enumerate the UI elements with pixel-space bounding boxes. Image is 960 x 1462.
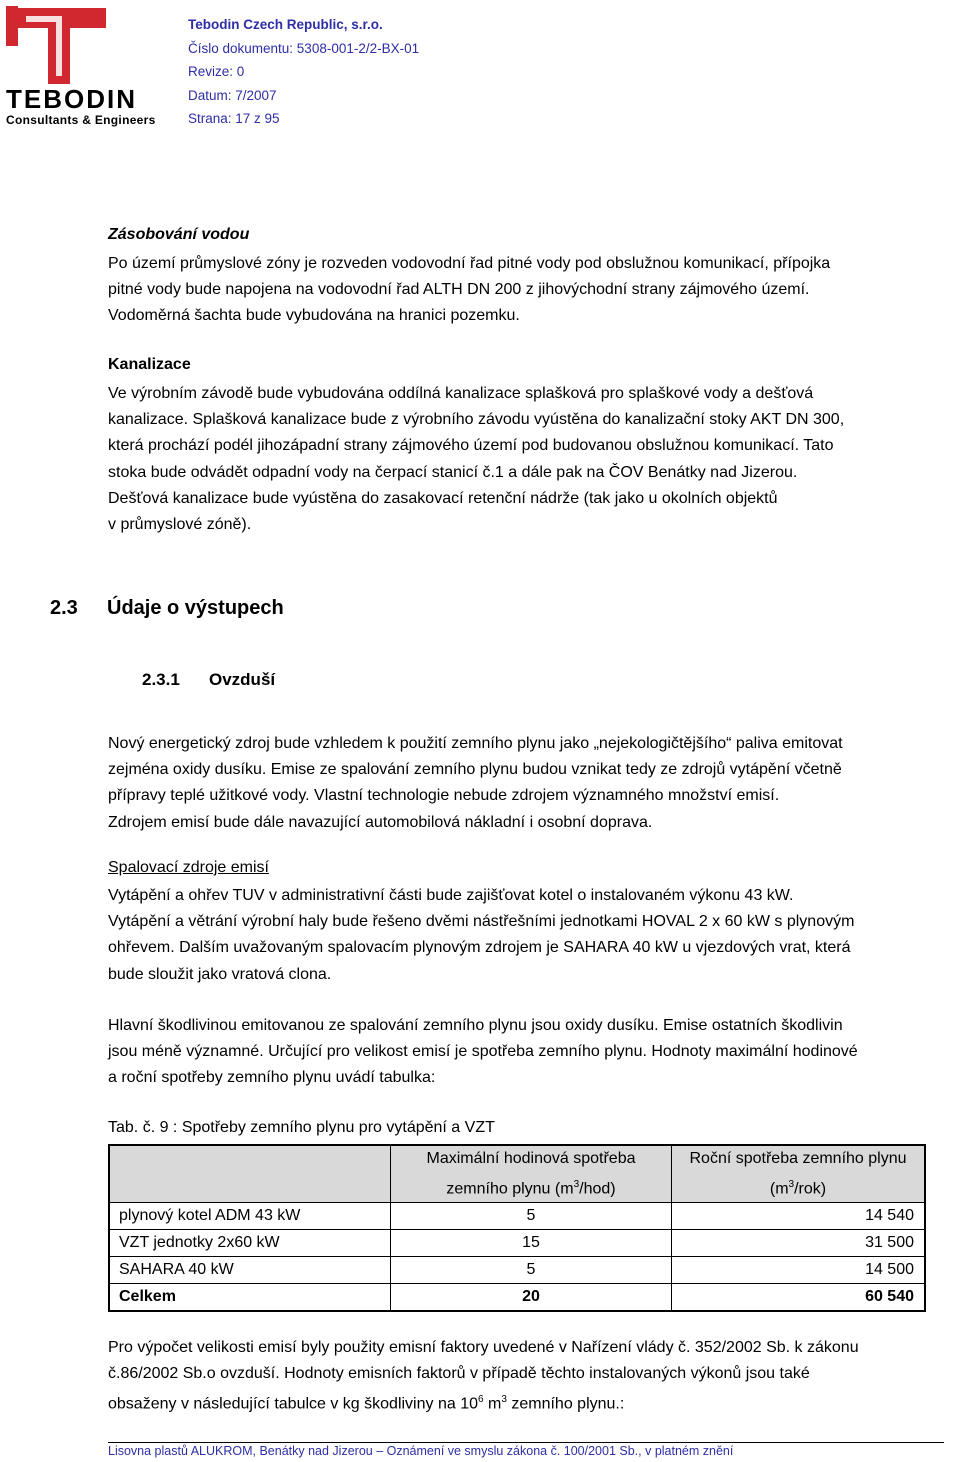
tebodin-logo bbox=[6, 6, 156, 128]
paragraph-line: Nový energetický zdroj bude vzhledem k použití zemního plynu jako „nejekologičtějšího“ paliva emitovat bbox=[108, 735, 843, 752]
paragraph-line: Hlavní škodlivinou emitovanou ze spalování zemního plynu jsou oxidy dusíku. Emise ostatních škodlivin bbox=[108, 1017, 843, 1034]
paragraph-line: Vytápění a ohřev TUV v administrativní části bude zajišťovat kotel o instalovaném výkonu 43 kW. bbox=[108, 887, 794, 904]
paragraph-line: Po území průmyslové zóny je rozveden vodovodní řad pitné vody pod obslužnou komunikací, přípojka bbox=[108, 255, 831, 272]
table-cell: plynový kotel ADM 43 kW bbox=[109, 1203, 391, 1230]
water-supply-paragraph bbox=[108, 251, 943, 330]
combustion-sources-heading: Spalovací zdroje emisí bbox=[108, 859, 269, 876]
table-row bbox=[109, 1203, 925, 1230]
paragraph-line: Dešťová kanalizace bude vyústěna do zasakovací retenční nádrže (tak jako u okolních objektů bbox=[108, 489, 778, 507]
page-number: Strana: 17 z 95 bbox=[188, 111, 280, 127]
superscript: 3 bbox=[788, 1179, 795, 1190]
paragraph-line: bude sloužit jako vratová clona. bbox=[108, 965, 332, 983]
paragraph-line: Vodoměrná šachta bude vybudována na hranici pozemku. bbox=[108, 307, 520, 325]
table-header-row bbox=[109, 1145, 925, 1203]
paragraph-line: pitné vody bude napojena na vodovodní řad ALTH DN 200 z jihovýchodní strany zájmového území. bbox=[108, 281, 810, 299]
table-header-cell bbox=[109, 1145, 391, 1203]
superscript: 3 bbox=[573, 1179, 580, 1190]
paragraph-line bbox=[108, 1387, 943, 1418]
table-cell: 5 bbox=[391, 1203, 672, 1230]
paragraph-line: Vytápění a větrání výrobní haly bude řešeno dvěmi nástřešními jednotkami HOVAL 2 x 60 kW s plynovým bbox=[108, 913, 855, 931]
company-name: Tebodin Czech Republic, s.r.o. bbox=[188, 17, 383, 32]
water-supply-heading: Zásobování vodou bbox=[108, 226, 250, 243]
section-number: 2.3 bbox=[50, 597, 78, 619]
paragraph-line: č.86/2002 Sb.o ovzduší. Hodnoty emisních faktorů v případě těchto instalovaných výkonů jsou také bbox=[108, 1365, 810, 1383]
section-number: 2.3.1 bbox=[142, 670, 180, 689]
header-text: (m bbox=[769, 1180, 789, 1198]
paragraph-line: kanalizace. Splašková kanalizace bude z výrobního závodu vyústěna do kanalizační stoky AKT DN 300, bbox=[108, 411, 845, 429]
sewer-heading: Kanalizace bbox=[108, 356, 191, 373]
paragraph-line: stoka bude odvádět odpadní vody na čerpací stanicí č.1 a dále pak na ČOV Benátky nad Jizerou. bbox=[108, 463, 798, 481]
paragraph-line: a roční spotřeby zemního plynu uvádí tabulka: bbox=[108, 1069, 436, 1087]
table-row bbox=[109, 1230, 925, 1257]
table-cell: 31 500 bbox=[672, 1230, 926, 1257]
table-cell: 14 500 bbox=[672, 1257, 926, 1284]
paragraph-line: zejména oxidy dusíku. Emise ze spalování zemního plynu budou vznikat tedy ze zdrojů vytápění včetně bbox=[108, 761, 842, 779]
section-heading-2-3-1 bbox=[142, 670, 275, 690]
section-heading-2-3 bbox=[50, 597, 284, 620]
sewer-paragraph bbox=[108, 381, 943, 538]
section-title: Ovzduší bbox=[209, 670, 276, 689]
table-cell: SAHARA 40 kW bbox=[109, 1257, 391, 1284]
text-run: m bbox=[483, 1395, 502, 1413]
table-cell: Celkem bbox=[109, 1284, 391, 1312]
paragraph-line: jsou méně významné. Určující pro velikost emisí je spotřeba zemního plynu. Hodnoty maximální hodinové bbox=[108, 1043, 858, 1061]
paragraph-line: přípravy teplé užitkové vody. Vlastní technologie nebude zdrojem významného množství emisí. bbox=[108, 787, 780, 805]
table-caption: Tab. č. 9 : Spotřeby zemního plynu pro vytápění a VZT bbox=[108, 1119, 495, 1136]
header-text: zemního plynu (m bbox=[446, 1180, 574, 1198]
section-title: Údaje o výstupech bbox=[107, 597, 284, 619]
gas-consumption-table bbox=[108, 1144, 926, 1312]
text-run: zemního plynu.: bbox=[506, 1395, 625, 1413]
paragraph-line: ohřevem. Dalším uvažovaným spalovacím plynovým zdrojem je SAHARA 40 kW u vjezdových vrat, která bbox=[108, 939, 851, 957]
paragraph-line: která prochází podél jihozápadní strany zájmového území pod budovanou obslužnou komunikací. Tato bbox=[108, 437, 834, 455]
text-run: obsaženy v následující tabulce v kg škodliviny na 10 bbox=[108, 1395, 478, 1413]
table-cell: 5 bbox=[391, 1257, 672, 1284]
paragraph-line: Zdrojem emisí bude dále navazující automobilová nákladní i osobní doprava. bbox=[108, 813, 653, 831]
table-cell: 14 540 bbox=[672, 1203, 926, 1230]
table-header-cell bbox=[672, 1145, 926, 1203]
air-paragraph bbox=[108, 731, 943, 836]
header-text: Maximální hodinová spotřeba bbox=[426, 1150, 636, 1167]
header-text: Roční spotřeba zemního plynu bbox=[689, 1150, 907, 1167]
footer-divider bbox=[108, 1442, 944, 1443]
table-row bbox=[109, 1257, 925, 1284]
paragraph-line: v průmyslové zóně). bbox=[108, 516, 252, 534]
document-header bbox=[188, 13, 419, 131]
header-text: /hod) bbox=[579, 1180, 616, 1198]
superscript: 3 bbox=[501, 1394, 507, 1406]
combustion-sources-paragraph bbox=[108, 883, 943, 988]
table-total-row bbox=[109, 1284, 925, 1312]
paragraph-line: Ve výrobním závodě bude vybudována oddílná kanalizace splašková pro splaškové vody a dešťová bbox=[108, 385, 814, 402]
pollutant-paragraph bbox=[108, 1013, 943, 1092]
document-date: Datum: 7/2007 bbox=[188, 87, 277, 103]
table-cell: 15 bbox=[391, 1230, 672, 1257]
document-number: Číslo dokumentu: 5308-001-2/2-BX-01 bbox=[188, 40, 420, 56]
revision: Revize: 0 bbox=[188, 64, 245, 80]
table-header-cell bbox=[391, 1145, 672, 1203]
header-text: /rok) bbox=[794, 1180, 827, 1198]
logo-wordmark: TEBODIN bbox=[6, 84, 137, 114]
table-cell: VZT jednotky 2x60 kW bbox=[109, 1230, 391, 1257]
emission-factors-paragraph bbox=[108, 1335, 943, 1418]
tebodin-t-symbol-icon bbox=[6, 6, 116, 86]
table-cell: 20 bbox=[391, 1284, 672, 1312]
superscript: 6 bbox=[478, 1394, 484, 1406]
table-cell: 60 540 bbox=[672, 1284, 926, 1312]
paragraph-line: Pro výpočet velikosti emisí byly použity emisní faktory uvedené v Nařízení vlády č. 352/2002 Sb. k zákonu bbox=[108, 1339, 859, 1356]
logo-tagline: Consultants & Engineers bbox=[6, 113, 156, 127]
page-footer: Lisovna plastů ALUKROM, Benátky nad Jizerou – Oznámení ve smyslu zákona č. 100/2001 Sb., v platném znění bbox=[108, 1444, 734, 1458]
